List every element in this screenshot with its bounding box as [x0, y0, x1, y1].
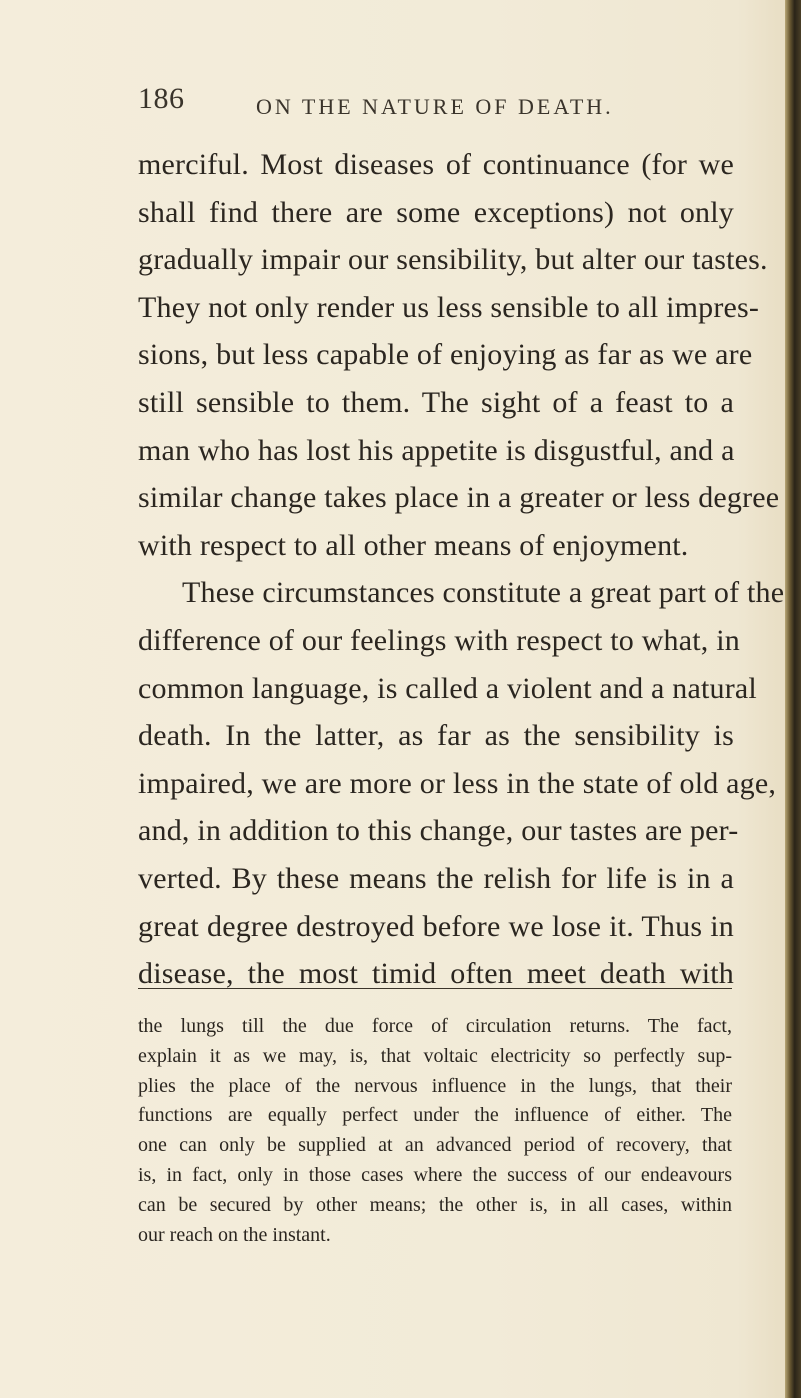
text-line: man who has lost his appetite is disgustful, and a: [138, 433, 735, 467]
text-line: similar change takes place in a greater or less degree: [138, 481, 780, 515]
text-line: shall find there are some exceptions) not only: [138, 195, 734, 229]
text-line: with respect to all other means of enjoyment.: [138, 528, 689, 562]
text-line: still sensible to them. The sight of a feast to a: [138, 385, 734, 419]
text-line: sions, but less capable of enjoying as far as we are: [138, 338, 753, 372]
footnote: [138, 1012, 732, 1250]
main-text: [138, 141, 785, 998]
running-head: ON THE NATURE OF DEATH.: [256, 94, 614, 119]
footnote-line: is, in fact, only in those cases where the success of our endeavours: [138, 1163, 732, 1186]
text-line: common language, is called a violent and a natural: [138, 671, 757, 705]
page-number: 186: [138, 82, 185, 115]
text-line: merciful. Most diseases of continuance (for we: [138, 148, 734, 181]
text-line: and, in addition to this change, our tastes are per-: [138, 814, 739, 848]
footnote-line: functions are equally perfect under the influence of either. The: [138, 1104, 732, 1127]
footnote-rule: [138, 988, 732, 989]
footnote-line: our reach on the instant.: [138, 1223, 331, 1246]
footnote-line: the lungs till the due force of circulation returns. The fact,: [138, 1015, 732, 1037]
page-header: [138, 82, 738, 122]
footnote-line: can be secured by other means; the other is, in all cases, within: [138, 1193, 732, 1216]
footnote-line: plies the place of the nervous influence in the lungs, that their: [138, 1074, 732, 1097]
text-line: They not only render us less sensible to all impres-: [138, 290, 760, 324]
text-line: death. In the latter, as far as the sensibility is: [138, 719, 734, 753]
text-line: disease, the most timid often meet death with: [138, 957, 734, 991]
footnote-line: explain it as we may, is, that voltaic electricity so perfectly sup-: [138, 1044, 732, 1067]
text-line: These circumstances constitute a great part of the: [182, 576, 785, 610]
text-line: gradually impair our sensibility, but alter our tastes.: [138, 243, 768, 277]
text-line: difference of our feelings with respect to what, in: [138, 623, 740, 657]
text-line: impaired, we are more or less in the state of old age,: [138, 766, 777, 800]
text-line: verted. By these means the relish for life is in a: [138, 861, 734, 895]
book-binding-edge: [785, 0, 801, 1398]
text-line: great degree destroyed before we lose it. Thus in: [138, 909, 734, 943]
footnote-line: one can only be supplied at an advanced period of recovery, that: [138, 1134, 732, 1157]
